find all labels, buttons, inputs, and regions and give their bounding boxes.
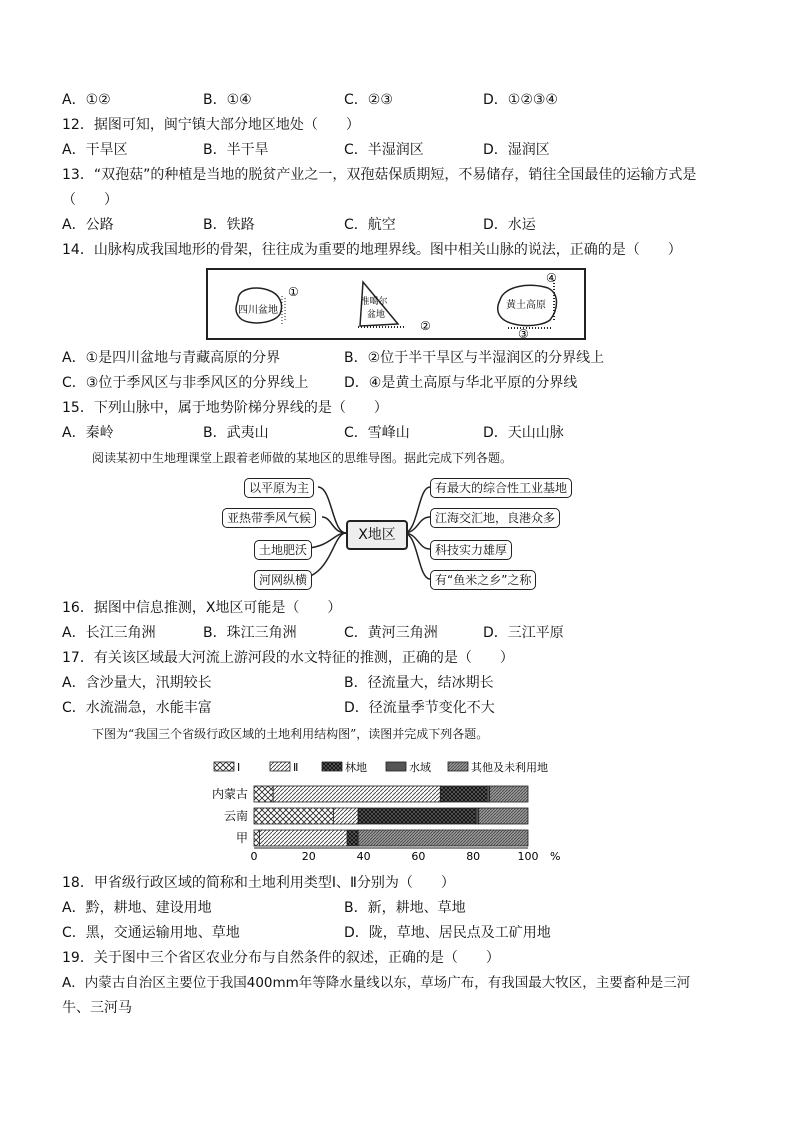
x-tick-label: 20 <box>301 850 316 863</box>
bar-segment <box>358 808 476 824</box>
mountain-boundary-figure <box>206 268 586 340</box>
question-13-stem-cont: （ ） <box>62 192 118 208</box>
bar-segment <box>259 830 347 846</box>
q12-options <box>62 140 742 160</box>
option-d: D．①②③④ <box>483 92 558 108</box>
question-18-stem: 18．甲省级行政区域的简称和土地利用类型Ⅰ、Ⅱ分别为（ ） <box>62 875 455 891</box>
marker-3: ③ <box>518 327 529 338</box>
mindmap-right-3: 科技实力雄厚 <box>430 540 512 560</box>
mind-map <box>214 470 568 594</box>
option-c: C．半湿润区 <box>344 142 424 158</box>
question-14-stem: 14．山脉构成我国地形的骨架，往往成为重要的地理界线。图中相关山脉的说法，正确的是（ ） <box>62 242 682 258</box>
x-tick-label: 80 <box>466 850 481 863</box>
bar-segment <box>347 830 358 846</box>
chart-bars <box>212 786 528 846</box>
basin-2-label-a: 准噶尔 <box>360 297 388 307</box>
marker-2: ② <box>420 319 431 333</box>
option-a: A．干旱区 <box>62 142 128 158</box>
chart-legend <box>214 760 548 774</box>
bar-segment <box>358 830 528 846</box>
x-tick-label: 100 <box>517 850 539 863</box>
plateau-label: 黄土高原 <box>506 300 546 311</box>
option-a: A．①② <box>62 92 111 108</box>
option-d: D．径流量季节变化不大 <box>344 700 495 716</box>
marker-4: ④ <box>546 271 557 285</box>
mindmap-right-4: 有“鱼米之乡”之称 <box>430 570 536 590</box>
legend-swatch-2 <box>322 762 342 771</box>
option-c: C．黑，交通运输用地、草地 <box>62 925 240 941</box>
mindmap-left-2: 亚热带季风气候 <box>222 508 316 528</box>
option-d: D．④是黄土高原与华北平原的分界线 <box>344 375 578 391</box>
land-use-chart-svg <box>196 756 596 864</box>
option-b: B．②位于半干旱区与半湿润区的分界线上 <box>344 350 605 366</box>
option-b: B．珠江三角洲 <box>203 625 297 641</box>
category-label: 云南 <box>223 809 248 823</box>
q15-options <box>62 423 742 443</box>
legend-label-0: Ⅰ <box>237 761 241 774</box>
option-b: B．径流量大，结冰期长 <box>344 675 494 691</box>
option-b: B．武夷山 <box>203 425 269 441</box>
option-d: D．陇，草地、居民点及工矿用地 <box>344 925 551 941</box>
bar-segment <box>440 786 487 802</box>
q18-options-row2 <box>62 923 742 943</box>
option-a: A．含沙量大，汛期较长 <box>62 675 212 691</box>
option-b: B．半干旱 <box>203 142 269 158</box>
option-c: C．黄河三角洲 <box>344 625 438 641</box>
x-unit-label: % <box>550 850 561 863</box>
mindmap-left-4: 河网纵横 <box>254 570 312 590</box>
option-c: C．③位于季风区与非季风区的分界线上 <box>62 375 309 391</box>
bar-segment <box>273 786 440 802</box>
legend-label-4: 其他及未利用地 <box>471 761 548 774</box>
option-c: C．航空 <box>344 217 396 233</box>
q19-option-a-line2: 牛、三河马 <box>62 1000 132 1016</box>
question-19-stem: 19．关于图中三个省区农业分布与自然条件的叙述，正确的是（ ） <box>62 950 500 966</box>
option-a: A．①是四川盆地与青藏高原的分界 <box>62 350 281 366</box>
legend-label-3: 水域 <box>409 761 431 774</box>
option-c: C．雪峰山 <box>344 425 410 441</box>
question-15-stem: 15．下列山脉中，属于地势阶梯分界线的是（ ） <box>62 400 388 416</box>
option-d: D．湿润区 <box>483 142 550 158</box>
legend-label-2: 林地 <box>345 761 367 774</box>
option-d: D．天山山脉 <box>483 425 564 441</box>
mindmap-right-2: 江海交汇地，良港众多 <box>430 508 560 528</box>
bar-segment <box>490 786 528 802</box>
mindmap-right-1: 有最大的综合性工业基地 <box>430 478 572 498</box>
basin-1-label: 四川盆地 <box>238 305 278 316</box>
chart-intro: 下图为“我国三个省级行政区域的土地利用结构图”，读图并完成下列各题。 <box>92 727 489 741</box>
option-a: A．公路 <box>62 217 114 233</box>
question-17-stem: 17．有关该区域最大河流上游河段的水文特征的推测，正确的是（ ） <box>62 650 514 666</box>
legend-swatch-4 <box>448 762 468 771</box>
q14-options-row1 <box>62 348 742 368</box>
category-label: 甲 <box>235 831 248 845</box>
question-13-stem: 13．“双孢菇”的种植是当地的脱贫产业之一，双孢菇保质期短，不易储存，销往全国最佳的运输方式是 <box>62 167 697 183</box>
mindmap-center: X地区 <box>346 520 408 550</box>
mindmap-left-3: 土地肥沃 <box>254 540 312 560</box>
question-12-stem: 12．据图可知，闽宁镇大部分地区地处（ ） <box>62 117 360 133</box>
option-d: D．三江平原 <box>483 625 564 641</box>
q17-options-row1 <box>62 673 742 693</box>
q16-options <box>62 623 742 643</box>
option-b: B．铁路 <box>203 217 255 233</box>
mindmap-intro: 阅读某初中生地理课堂上跟着老师做的某地区的思维导图。据此完成下列各题。 <box>92 451 513 465</box>
legend-swatch-3 <box>386 762 406 771</box>
x-tick-label: 40 <box>356 850 371 863</box>
bar-segment <box>479 808 528 824</box>
option-b: B．新，耕地、草地 <box>344 900 466 916</box>
bar-segment <box>487 786 490 802</box>
bar-segment <box>333 808 358 824</box>
x-tick-label: 60 <box>411 850 426 863</box>
option-a: A．黔，耕地、建设用地 <box>62 900 212 916</box>
option-a: A．秦岭 <box>62 425 114 441</box>
bar-segment <box>254 786 273 802</box>
q18-options-row1 <box>62 898 742 918</box>
q17-options-row2 <box>62 698 742 718</box>
option-c: C．水流湍急，水能丰富 <box>62 700 212 716</box>
option-b: B．①④ <box>203 92 252 108</box>
option-a: A．长江三角洲 <box>62 625 156 641</box>
category-label: 内蒙古 <box>211 787 248 801</box>
chart-axis <box>251 848 561 863</box>
bar-segment <box>254 808 333 824</box>
land-use-chart <box>196 756 596 864</box>
option-d: D．水运 <box>483 217 536 233</box>
marker-1: ① <box>288 285 299 299</box>
legend-swatch-0 <box>214 762 234 771</box>
mountain-figure-svg <box>208 270 584 338</box>
mindmap-left-1: 以平原为主 <box>244 478 314 498</box>
x-tick-label: 0 <box>250 850 258 863</box>
q19-option-a-line1: A．内蒙古自治区主要位于我国400mm年等降水量线以东，草场广布，有我国最大牧区，主要畜种是三河 <box>62 975 691 991</box>
bar-segment <box>254 830 259 846</box>
basin-2-label-b: 盆地 <box>366 310 386 320</box>
bar-segment <box>476 808 479 824</box>
legend-swatch-1 <box>270 762 290 771</box>
q14-options-row2 <box>62 373 742 393</box>
option-c: C．②③ <box>344 92 393 108</box>
legend-label-1: Ⅱ <box>293 761 299 774</box>
q11-options <box>62 90 742 110</box>
question-16-stem: 16．据图中信息推测，X地区可能是（ ） <box>62 600 342 616</box>
q13-options <box>62 215 742 235</box>
